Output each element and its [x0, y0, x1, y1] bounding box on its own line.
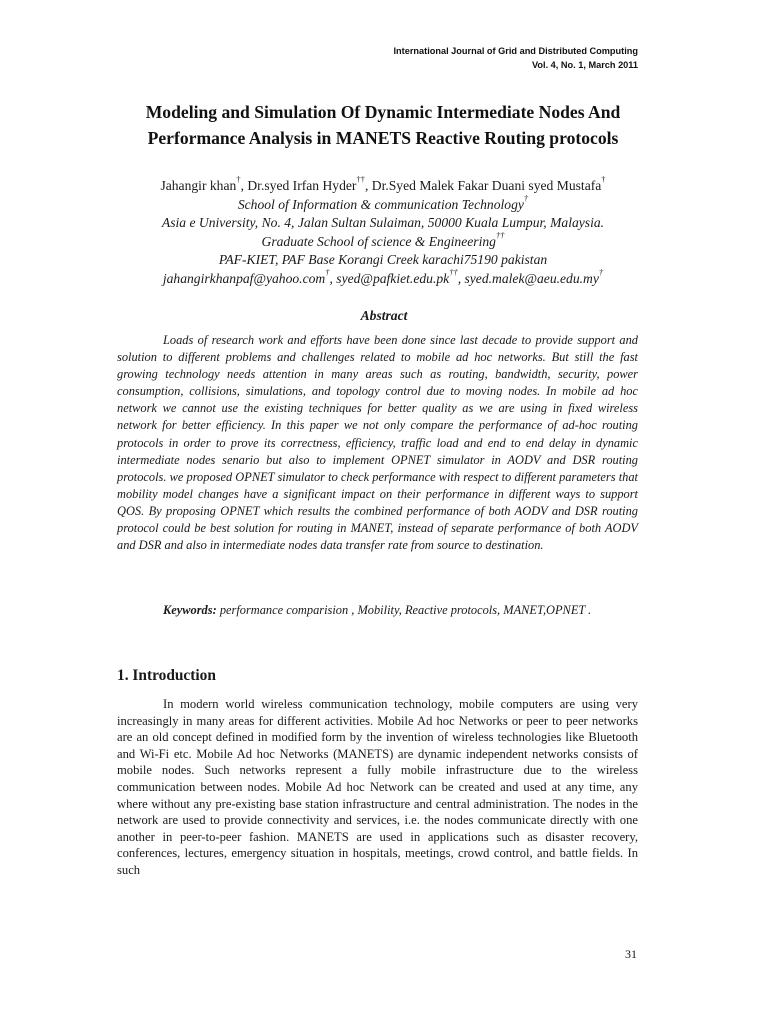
author-emails — [90, 267, 676, 289]
email-3: , syed.malek@aeu.edu.my — [457, 270, 599, 286]
abstract-body — [117, 332, 638, 554]
school-2-mark: †† — [495, 230, 505, 241]
address-2: PAF-KIET, PAF Base Korangi Creek karachi75190 pakistan — [218, 252, 548, 268]
journal-header — [394, 44, 639, 72]
section-heading-introduction: 1. Introduction — [117, 667, 216, 684]
author-1: Jahangir khan — [160, 178, 237, 193]
abstract-text: Loads of research work and efforts have been done since last decade to provide support and solution to different problems and challenges related to mobile ad hoc networks. But still the fast growing technology needs attention in many areas such as routing, bandwidth, security, power consumption, collisions, simulations, and topology control due to moving nodes. In mobile ad hoc network we cannot use the existing techniques for better quality as we are using in fixed wireless network for better efficiency. In this paper we not only compare the performance of ad-hoc routing protocols in order to prove its correctness, efficiency, traffic load and end to end delay in dynamic intermediate nodes senario but also to implement OPNET simulator in AODV and DSR routing protocols. we proposed OPNET simulator to check performance with respect to different parameters that mobility model changes have a significant impact on their performance in different ways to support QOS. By proposing OPNET which results the combined performance of both AODV and DSR routing protocol could be best solution for routing in MANET, instead of separate performance of both AODV and DSR and also in intermediate nodes data transfer rate from source to destination. — [117, 333, 638, 553]
author-2-mark: †† — [356, 174, 365, 185]
school-2: Graduate School of science & Engineering — [261, 233, 496, 249]
affiliation-1 — [90, 193, 676, 215]
school-1-mark: † — [523, 193, 529, 204]
author-1-mark: † — [236, 174, 241, 185]
email-1-mark: † — [325, 267, 330, 278]
email-2: , syed@pafkiet.edu.pk — [329, 270, 450, 286]
page-number: 31 — [625, 947, 637, 961]
address-1: Asia e University, No. 4, Jalan Sultan Sulaiman, 50000 Kuala Lumpur, Malaysia. — [161, 215, 605, 231]
author-3: , Dr.Syed Malek Fakar Duani syed Mustafa — [364, 178, 602, 193]
introduction-body — [117, 696, 638, 879]
keywords-text: performance comparision , Mobility, Reactive protocols, MANET,OPNET . — [219, 603, 592, 617]
journal-name: International Journal of Grid and Distributed Computing — [393, 46, 638, 56]
keywords-label: Keywords: — [163, 603, 217, 617]
email-3-mark: † — [598, 267, 604, 278]
journal-issue: Vol. 4, No. 1, March 2011 — [531, 60, 638, 70]
author-names — [90, 174, 676, 196]
keywords — [117, 602, 638, 619]
abstract-heading: Abstract — [360, 308, 408, 323]
affiliation-2 — [90, 230, 676, 252]
author-block — [90, 174, 676, 289]
paper-title-line-1: Modeling and Simulation Of Dynamic Intermediate Nodes And — [145, 102, 621, 122]
paper-title — [100, 99, 666, 151]
author-3-mark: † — [601, 174, 606, 185]
email-2-mark: †† — [449, 267, 458, 278]
email-1: jahangirkhanpaf@yahoo.com — [162, 270, 326, 286]
paper-title-line-2: Performance Analysis in MANETS Reactive Routing protocols — [147, 128, 619, 148]
author-2: , Dr.syed Irfan Hyder — [240, 178, 357, 193]
introduction-text: In modern world wireless communication technology, mobile computers are using very increasingly in many areas for different activities. Mobile Ad hoc Networks or peer to peer networks are an old concept defined in modified form by the invention of wireless technologies like Bluetooth and Wi-Fi etc. Mobile Ad hoc Networks (MANETS) are dynamic independent networks consists of mobile nodes. Such networks represent a fully mobile infrastructure due to the wireless communication between nodes. Mobile Ad hoc Network can be created and used at any time, any where without any pre-existing base station infrastructure and central administration. The nodes in the network are used to provide connectivity and services, i.e. the nodes communicate directly with one another in peer-to-peer fashion. MANETS are used in applications such as disaster recovery, conferences, lectures, emergency situation in hospitals, meetings, crowd control, and battle fields. In such — [117, 697, 638, 877]
school-1: School of Information & communication Technology — [237, 196, 524, 212]
